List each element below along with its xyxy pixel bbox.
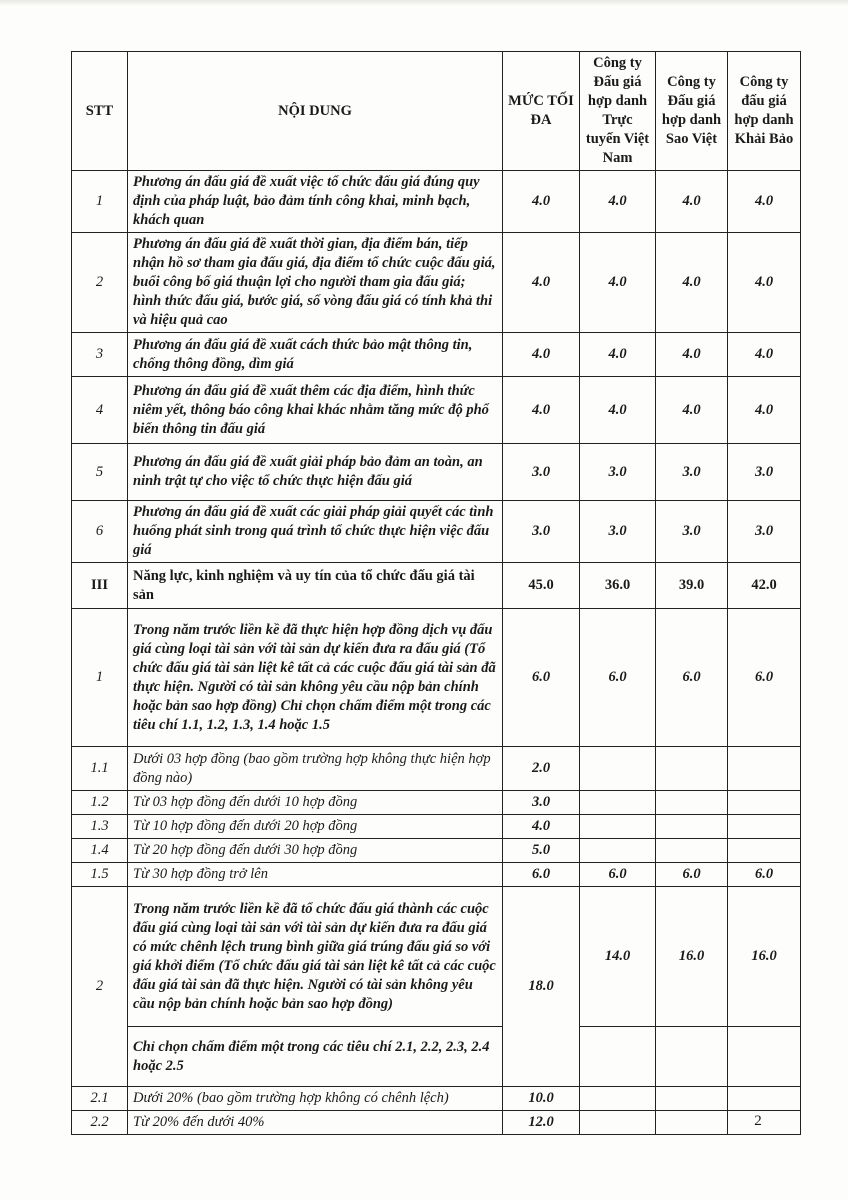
row-score-col1	[580, 839, 656, 863]
row-stt: 2	[72, 233, 128, 333]
row-content: Từ 20% đến dưới 40%	[128, 1111, 503, 1135]
row-score-col3	[728, 839, 801, 863]
row-score-col2: 4.0	[656, 377, 728, 444]
row-stt: 1.3	[72, 815, 128, 839]
row-score-col1	[580, 791, 656, 815]
row-score-col2	[656, 1087, 728, 1111]
row-max: 3.0	[503, 444, 580, 501]
row-max: 6.0	[503, 863, 580, 887]
row-score-col3	[728, 747, 801, 791]
row-stt: 1	[72, 609, 128, 747]
row-score-col2: 3.0	[656, 444, 728, 501]
row-score-col3: 16.0	[728, 887, 801, 1027]
table-row-sub	[72, 1027, 801, 1087]
row-score-col1	[580, 1087, 656, 1111]
row-stt: 2.2	[72, 1111, 128, 1135]
row-stt: 1	[72, 171, 128, 233]
row-score-col2	[656, 815, 728, 839]
row-stt: 6	[72, 501, 128, 563]
row-score-col3	[728, 1087, 801, 1111]
row-score-col3-empty	[728, 1027, 801, 1087]
row-max: 6.0	[503, 609, 580, 747]
row-stt: 5	[72, 444, 128, 501]
row-score-col2: 16.0	[656, 887, 728, 1027]
header-col2: Công ty Đấu giá hợp danh Sao Việt	[656, 52, 728, 171]
table-row	[72, 501, 801, 563]
row-score-col2: 6.0	[656, 863, 728, 887]
row-content: Dưới 20% (bao gồm trường hợp không có chênh lệch)	[128, 1087, 503, 1111]
header-content: NỘI DUNG	[128, 52, 503, 171]
row-stt: 1.4	[72, 839, 128, 863]
table-row	[72, 887, 801, 1027]
header-stt: STT	[72, 52, 128, 171]
row-stt: 3	[72, 333, 128, 377]
row-max: 18.0	[503, 887, 580, 1087]
row-stt: 1.1	[72, 747, 128, 791]
table-row	[72, 233, 801, 333]
row-score-col3: 3.0	[728, 444, 801, 501]
row-max: 45.0	[503, 563, 580, 609]
row-max: 3.0	[503, 791, 580, 815]
row-content: Phương án đấu giá đề xuất thời gian, địa điểm bán, tiếp nhận hồ sơ tham gia đấu giá, địa điểm tổ chức cuộc đấu giá, buổi công bố giá thuận lợi cho người tham gia đấu giá; hình thức đấu giá, bước giá, số vòng đấu giá có tính khả thi và hiệu quả cao	[128, 233, 503, 333]
row-score-col2: 4.0	[656, 171, 728, 233]
row-content: Năng lực, kinh nghiệm và uy tín của tổ chức đấu giá tài sản	[128, 563, 503, 609]
row-score-col1: 3.0	[580, 444, 656, 501]
row-score-col3: 4.0	[728, 377, 801, 444]
table-row	[72, 863, 801, 887]
table-row	[72, 609, 801, 747]
row-score-col1: 4.0	[580, 233, 656, 333]
row-subnote: Chỉ chọn chấm điểm một trong các tiêu chí 2.1, 2.2, 2.3, 2.4 hoặc 2.5	[128, 1027, 503, 1087]
header-max: MỨC TỐI ĐA	[503, 52, 580, 171]
row-score-col2: 4.0	[656, 333, 728, 377]
table-row	[72, 377, 801, 444]
row-max: 12.0	[503, 1111, 580, 1135]
table-row	[72, 444, 801, 501]
row-score-col3	[728, 815, 801, 839]
row-score-col2	[656, 791, 728, 815]
row-content: Phương án đấu giá đề xuất các giải pháp giải quyết các tình huống phát sinh trong quá trình tổ chức thực hiện việc đấu giá	[128, 501, 503, 563]
table-row	[72, 839, 801, 863]
row-score-col3: 3.0	[728, 501, 801, 563]
row-content: Phương án đấu giá đề xuất cách thức bảo mật thông tin, chống thông đồng, dìm giá	[128, 333, 503, 377]
row-score-col1: 3.0	[580, 501, 656, 563]
row-score-col1: 6.0	[580, 863, 656, 887]
row-max: 4.0	[503, 333, 580, 377]
row-score-col3: 6.0	[728, 863, 801, 887]
row-score-col3: 4.0	[728, 233, 801, 333]
section-row	[72, 563, 801, 609]
row-score-col2	[656, 839, 728, 863]
row-score-col1	[580, 1111, 656, 1135]
row-score-col3: 6.0	[728, 609, 801, 747]
row-max: 5.0	[503, 839, 580, 863]
row-score-col2: 4.0	[656, 233, 728, 333]
row-stt: III	[72, 563, 128, 609]
header-row	[72, 52, 801, 171]
row-max: 4.0	[503, 171, 580, 233]
row-max: 2.0	[503, 747, 580, 791]
page-number: 2	[754, 1113, 762, 1129]
row-stt: 2	[72, 887, 128, 1087]
row-content: Từ 30 hợp đồng trở lên	[128, 863, 503, 887]
row-max: 4.0	[503, 377, 580, 444]
table-row	[72, 171, 801, 233]
row-score-col2: 3.0	[656, 501, 728, 563]
scoring-table	[71, 51, 801, 1135]
row-stt: 1.5	[72, 863, 128, 887]
row-score-col2	[656, 747, 728, 791]
table-row	[72, 747, 801, 791]
row-content: Từ 03 hợp đồng đến dưới 10 hợp đồng	[128, 791, 503, 815]
row-content: Phương án đấu giá đề xuất thêm các địa điểm, hình thức niêm yết, thông báo công khai khác nhằm tăng mức độ phổ biến thông tin đấu giá	[128, 377, 503, 444]
row-score-col1: 6.0	[580, 609, 656, 747]
row-content: Trong năm trước liền kề đã thực hiện hợp đồng dịch vụ đấu giá cùng loại tài sản với tài sản dự kiến đưa ra đấu giá (Tổ chức đấu giá tài sản liệt kê tất cả các cuộc đấu giá tài sản đã thực hiện. Người có tài sản không yêu cầu nộp bản chính hoặc bản sao hợp đồng) Chỉ chọn chấm điểm một trong các tiêu chí 1.1, 1.2, 1.3, 1.4 hoặc 1.5	[128, 609, 503, 747]
row-stt: 2.1	[72, 1087, 128, 1111]
row-max: 3.0	[503, 501, 580, 563]
row-max: 4.0	[503, 233, 580, 333]
row-score-col1: 14.0	[580, 887, 656, 1027]
row-score-col1-empty	[580, 1027, 656, 1087]
row-max: 4.0	[503, 815, 580, 839]
row-score-col1: 4.0	[580, 377, 656, 444]
row-score-col1	[580, 747, 656, 791]
row-content: Phương án đấu giá đề xuất việc tổ chức đấu giá đúng quy định của pháp luật, bảo đảm tính công khai, minh bạch, khách quan	[128, 171, 503, 233]
row-score-col2: 6.0	[656, 609, 728, 747]
row-score-col3: 4.0	[728, 171, 801, 233]
table-row	[72, 791, 801, 815]
header-col3: Công ty đấu giá hợp danh Khải Bảo	[728, 52, 801, 171]
row-score-col3: 4.0	[728, 333, 801, 377]
row-max: 10.0	[503, 1087, 580, 1111]
row-score-col2: 39.0	[656, 563, 728, 609]
table-row	[72, 1087, 801, 1111]
row-content: Từ 20 hợp đồng đến dưới 30 hợp đồng	[128, 839, 503, 863]
row-content: Trong năm trước liền kề đã tổ chức đấu giá thành các cuộc đấu giá cùng loại tài sản với tài sản dự kiến đưa ra đấu giá có mức chênh lệch trung bình giữa giá trúng đấu giá so với giá khởi điểm (Tổ chức đấu giá tài sản liệt kê tất cả các cuộc đấu giá tài sản đã thực hiện. Người có tài sản không yêu cầu nộp bản chính hoặc bản sao hợp đồng)	[128, 887, 503, 1027]
row-score-col1: 36.0	[580, 563, 656, 609]
scan-edge	[0, 0, 848, 6]
row-score-col1	[580, 815, 656, 839]
table-row	[72, 815, 801, 839]
row-content: Phương án đấu giá đề xuất giải pháp bảo đảm an toàn, an ninh trật tự cho việc tổ chức thực hiện đấu giá	[128, 444, 503, 501]
row-content: Từ 10 hợp đồng đến dưới 20 hợp đồng	[128, 815, 503, 839]
row-score-col3: 42.0	[728, 563, 801, 609]
row-score-col2-empty	[656, 1027, 728, 1087]
table-row	[72, 333, 801, 377]
row-content: Dưới 03 hợp đồng (bao gồm trường hợp không thực hiện hợp đồng nào)	[128, 747, 503, 791]
row-stt: 4	[72, 377, 128, 444]
row-score-col1: 4.0	[580, 171, 656, 233]
row-score-col1: 4.0	[580, 333, 656, 377]
table-row	[72, 1111, 801, 1135]
row-score-col3	[728, 791, 801, 815]
row-stt: 1.2	[72, 791, 128, 815]
header-col1: Công ty Đấu giá hợp danh Trực tuyến Việt Nam	[580, 52, 656, 171]
row-score-col2	[656, 1111, 728, 1135]
